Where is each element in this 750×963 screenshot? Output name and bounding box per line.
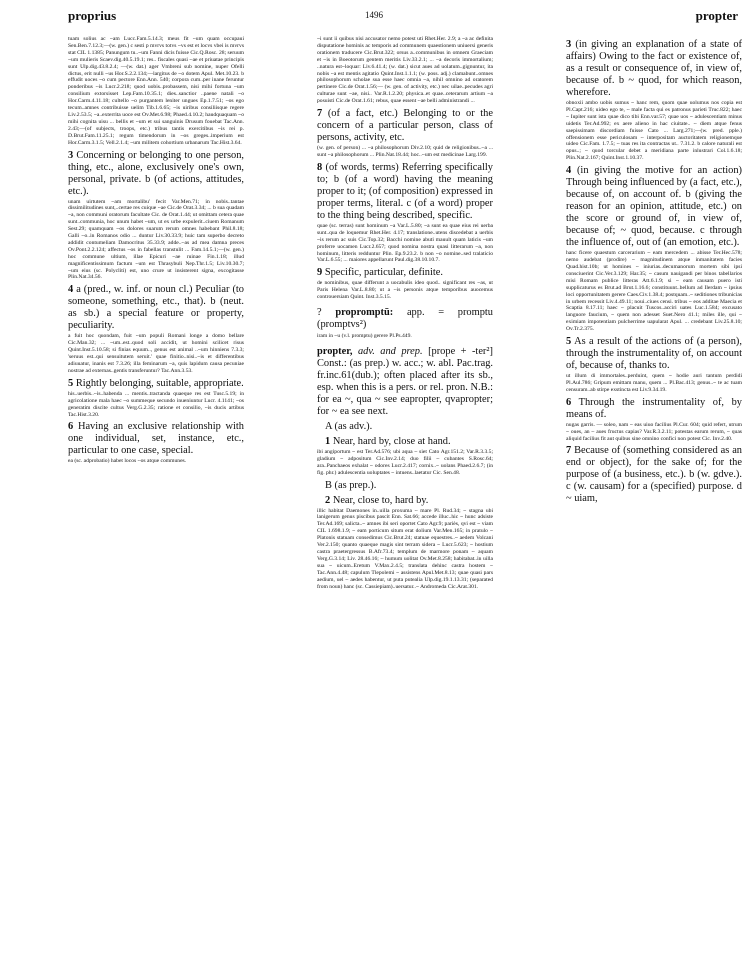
sense-number: 2	[325, 494, 331, 506]
page-header	[0, 8, 750, 32]
sense-definition: (of words, terms) Referring specifically to; b (of a word) having the meaning proper to it; (of composition) expressed in proper terms, literal. c (of a word) proper to the thing being described, specific.	[317, 161, 493, 221]
citations-block: obnoxii ambo uobis sumus ~ hanc rem, quom quae uolumus nos copia est Pl.Capt.216; uideo ego te, ~ male facta qui es patronus parieti Truc.822; haec ~ Iupiter sunt ista quae dico tibi Enn.var.57; quae uos ~ adulescentiam minus uidetis Ter.Ad.992; ex aere alieno in hac ciuitate.. ~ diem atque fenus saepissimam discordiam fuisse Cato ... Larg.271;—(w. pred. pple.) offensionem esse periculosam ~ interpositam auctoritatem religionemque uideo Cic.Fam. 1.7.5; ~ tuas res ita contractas ut.. 7.31.2. b calore naturali est opus..; ~ quod torcular debet a meridiana parte inlustrari Col.1.6.18; Plin.Nat.2.167; Quint.Inst.1.10.37.	[566, 100, 742, 162]
sense-6	[68, 421, 244, 457]
sense-number: 5	[68, 377, 74, 389]
sense-definition: Having an exclusive relationship with one individual, set, instance, etc., particular to one case, special.	[68, 421, 244, 457]
citations-block: hanc ficere quaestum carcerarium ~ eam mercedem ... abisse Ter.Hec.578; nemo audebat (prodire) ~ magnitudinem atque inmanitatem facies Quad.hist.10b; ut homines ~ iniurias..decumanorum mortem sibi ipsi consciuerint Cic.Ver.3.129; Har.35; ~ casum nauigandi per binos tabellarios misi Romam publice litteras Att.6.1.9; si ~ eam causam puero isti supplicaturus es Brut.ad Brut.1.16.6; constituunt..bellum ad Ilerdam ~ ipsius loci opportunitatem gerere Caes.Civ.1.38.4; postquam..~ seditiones tribunicias in urbem recessit Liv.4.49.11; noui..ciues censi. tribus ~ eos additae Maecia et Scaptia 8.17.11; haec ~ placuit Tuscos..acciri uates Luc.1.584; excusato languore faucium, ~ quem non adesset Suet.Nero 41.1; miles ille, qui ~ eximiam impotentiam pulcherrime uapularat Apul. ... credebant Liv.25.8.10; Ov.Tr.2.375.	[566, 250, 742, 333]
page-number: 1496	[365, 10, 383, 20]
citations-block: de nominibus, quae differunt a uocabulis ideo quod.. significant res ~as, ut Paris Helena Var.L.8.80; ut a ~is personis atque temporibus auocemus controuersiam Quint. Inst.3.5.15.	[317, 280, 493, 301]
construction-note: Const.: (as prep.) w. acc.; w. abl. Pac.trag. fr.inc.61(dub.); often placed after its sb., esp. when this is a pers. or rel. pron. N.B.: for ea ~, qua ~ see eapropter, qvapropter; for ~ ea see next.	[317, 357, 493, 417]
entry-definition: app. = promptu (promptvs²)	[317, 307, 493, 331]
citations-block: ibi angiportum ~ est Ter.Ad.576; ubi aqua ~ siet Cato Agr.151.2; Var.R.3.3.5; gladium ~ adpositum Cic.Inv.2.14; duo filii ~ cubantes S.Rosc.64; ara..Panchaeos exhalat ~ odores Lucr.2.417; cornix..~ uolans Phaed.2.6.7; (in fig. phr.) adulescentia uoluptates ~ intuens..laetatur Cic. Sen.48.	[317, 448, 493, 476]
entry-propter	[317, 346, 493, 418]
column-2	[317, 36, 493, 590]
column-1	[68, 36, 244, 465]
sense-number: 3	[566, 39, 572, 50]
entry-lemma: propromptū:	[335, 307, 394, 319]
etymology: [prope + -ter²]	[428, 345, 493, 357]
sense-number: 6	[566, 396, 572, 408]
sense-number: 9	[317, 267, 323, 279]
citations-block: (w. gen. of person) ... ~a philosophorum Div.2.10; quid de religionibus..~a ... sunt ~a philosophorum ... Plin.Nat.18.44; hoc..~um est medicinae Larg.199.	[317, 145, 493, 158]
citations-block: illic habitat Daemones in..uilla proxuma ~ mare Pl. Rud.34; ~ stagna ubi lanigerum genus piscibus pascit Enn. Sat.66; accede illuc..hic ~ hunc adsiste Ter.Ad.169; salicta..~ amnes ibi seri oportet Cato Agr.9; pariès, qvi est ~ viam CIL 1.698.1.9; ~ eam porticum situm erat dolium Var.Men.165; in pratulo ~ Platonis statuam consedimus Cic.Brut.24; statuae equestres..~ aedem Volcani Ver.2.150; quanto quaeque magis sint terram sidera ~ Lucr.5.623; ~ hostium castra praetergressus B.Afr.73.4; templum de marmore ponam ~ aquam Verg.G.3.14; Liv. 28.46.16; ~ humum uolitat Ov.Met.8.258; habitabat..in uilla sua ~ uicum..Eretum V.Max.2.4.5; translata dehinc castra hostem ~ Tac.Ann.4.48; capulum Tlepolemi ~ assistens Apul.Met.8.13; quae quasi pars aedium, uel ~ aedes habentur, ut puta putealia Ulp.dig.19.1.13.31; (separated from noun) hanc (sc. Cassiepiam)..uersatur..~ Andromeda Cic.Arat.301.	[317, 507, 493, 590]
sense-definition: (of a fact, etc.) Belonging to or the concern of a particular person, class of persons, activity, etc.	[317, 108, 493, 144]
sense-number: 5	[566, 336, 572, 348]
citations-block: iram in ~u (v.l. promptu) gerere Pl.Ps.449.	[317, 333, 412, 340]
section-label-b: B (as prep.).	[325, 479, 377, 491]
sense-definition: Near, close to, hard by.	[332, 494, 429, 506]
column-3	[566, 36, 742, 506]
sense-6	[566, 397, 742, 421]
sense-definition: Near, hard by, close at hand.	[332, 435, 451, 447]
sense-definition: Through the instrumentality of, by means of.	[566, 396, 742, 420]
left-running-headword: proprius	[68, 8, 117, 23]
sense-2	[325, 495, 493, 507]
sense-definition: Because of (something considered as an end or object), for the sake of; for the purpose of (a business, etc.). b (w. gdve.). c (w. causam) for a (specified) purpose. d ~ uiam,	[566, 445, 742, 505]
sense-1	[325, 436, 493, 448]
right-running-headword: propter	[695, 8, 738, 23]
sense-number: 4	[68, 284, 74, 296]
sense-3	[68, 150, 244, 198]
sense-number: 1	[325, 435, 331, 447]
sense-9	[317, 267, 493, 279]
citations-block: his..uerbis..~is..habenda ... mentis..tractanda quaeque res est Tusc.5.19; in agricolatione mala haec ~o summeque secundo inueniuntur Lucr. 4.1141; ~os generatim discite cultus Verg.G.2.35; ratione et consilio, ~is ducis artibus Tac.Hist.3.20.	[68, 390, 244, 418]
citations-block: nugas garris. — soleo, nam ~ eas uiuo facilius Pl.Cur. 604; quid refert, utrum ~ oues, an ~ aues fructus capias? Var.R.3.2.11; potestas earum rerum, ~ quas aliquid facilius fit aut quibus sine omnino confici non potest Cic. Inv.2.40.	[566, 421, 742, 442]
sense-7	[566, 445, 742, 505]
sense-definition: a (pred., w. inf. or noun cl.) Peculiar (to someone, something, etc., that). b (neut. as sb.) a special feature or property, peculiarity.	[68, 284, 244, 332]
citations-block: unam uirtutem ~am mortalibu' fecit Var.Men.71; in nobis..tantae dissimilitudines sunt,..certae res cuique ~ae Cic.de Orat.3.34; ... b sua quadam ~a, non communi oratorum facultate Cic. de Orat.1.44; ut omittam cetera quae sunt..communia, hoc unum habet ~um, ut ex urbe expulerit..ciuem Romanum Sest.29; quamquam ~os dolores suarum rerum omnes habebant Phil.8.18; Galli ~o..in Romanos odio ... duntur Liv.30.33.9; huic tam superbo decreto addidit contumeliam Damocritus 35.33.9; adde..~as ad mea damna preces Ov.Pont.2.2.124; affectus ~os in fabellas transtulit ... Fam.14.5.1;—(w. gen.) hoc commune ultium, illae Epicuri ~ae ruinae Fin.1.18; illud magnificentissimum factum ~um est Thrasybuli Nep.Thr.1.5; Liv.10.30.7; ~um eius (sc. Polycliti) est, uno crure ut insisterent signa, excogitasse Plin.Nat.34.56.	[68, 198, 244, 281]
citations-block: quae (sc. terras) sunt hominum ~a Var.L.5.80; ~a sunt ea quae eius rei uerba sunt..qua de loquemur Rhet.Her. 4.17; translatione..utens discedebat a uerbis ~is rerum ac suis Cic.Top.32; Bacchi nomine abuti mauult quam laticis ~um proferre uocamen Lucr.2.657; quod nomina nostra quasi litterarum ~a, non hominum, litteris redduntur Plin. Ep.9.23.2. b non ~o nomine..sed tralaticio Var.L.6.55; ... maiores appellarunt Paul.dig.38.10.10.7.	[317, 222, 493, 264]
citations-block: ea (sc. adprobatio) habet locos ~os atque communes.	[68, 458, 187, 465]
sense-7	[317, 108, 493, 144]
sense-number: 4	[566, 165, 572, 177]
citations-block: tuam solius ac ~am Lucc.Fam.5.14.3; meus fit ~um quam occupaui Sen.Ben.7.12.3;—(w. gen.) c sesti p mvrvs totvs ~vs est et locvs vbei is mvrvs stat CIL 1.1385; Panungum tu..~um Fanni dicis fuisse Cic.Q.Rosc. 28; seruum ~um mulieris Scaev.dig.40.5.19.1; res.. fiscales quasi ~ae et priuatae principis sunt Ulp.dig.43.8.2.4; —(w. dat.) ager Vmbreni sub nomine, nuper Ofelli dictus, erit nulli ~us Hor.S.2.2.134;—largitus de ~o dotem Apul. Met.10.23. b effudit uoces ~o cum pectore Enn.Ann. 540; corpora cum..per inane feruntur ponderibus ~is Lucr.2.218; quod uobis..probassem, nisi mihi fortuna ~um consilium extorsisset Lep.Fam.10.35.1; dies..sanctior ..paene natali ~o Hor.Carm.4.11.18; cultello ~o purgantem leniter ungues Ep.1.7.51; ~os ego tecum..amnes contribuisse uelim Tib.1.6.65; ~is uiribus consiliisque regere Liv.2.53.5; ~a..exterrita uoce est Ov.Met.6.98; Phaed.4.10.2; haudquaquam ~o mihi cognita uisu ... bellis et ~um et sui sanguinis Drusum fouebat Tac.Ann. 2.43;—(of subjects, troops, etc.) tribus tantis exercitibus ~is rei p. D.Brut.Fam.11.25.1; regum timendorum in ~os greges..imperium est Hor.Carm.3.1.5; Vell.2.1.4; ~um militem cohortium urbanarum Tac.Hist.3.64.	[68, 36, 244, 146]
sense-8	[317, 162, 493, 222]
sense-4	[566, 165, 742, 249]
sense-5	[68, 378, 244, 390]
sense-definition: (in giving the motive for an action) Through being influenced by (a fact, etc.), because of, on account of. b (giving the reason for an opinion, attitude, etc.) on the score or ground of, in view of, because of; ~ quod, because. c through the influence of, out of (an emotion, etc.).	[566, 165, 742, 249]
sense-number: 7	[317, 108, 323, 120]
sense-definition: Concerning or belonging to one person, thing, etc., alone, exclusively one's own, personal, private. b (of actions, attitudes, etc.).	[68, 149, 244, 197]
sense-number: 7	[566, 445, 572, 457]
entry-lemma: propter,	[317, 345, 353, 357]
sense-number: 6	[68, 421, 74, 433]
sense-number: 3	[68, 149, 74, 161]
section-label-a: A (as adv.).	[325, 420, 373, 432]
sense-definition: Specific, particular, definite.	[324, 267, 443, 279]
citations-block: a fuit hoc quondam, fuit ~um populi Romani longe a domo bellare Cic.Man.32; ... ~um..est..quod soli accidit, ut homini scilicet risus Quint.Inst.5.10.58; si finias equum.., genus est animal ..~um hinniens 7.3.3; 'seruus est..qui sensuitutem seruit.' quae finitio..nisi..~is et differentibus adiuuatur, inanis est 7.3.26; illa feminarum ~a, quis lapidum causa pecuniae nostrae ad externas..gentis transferuntur? Tac.Ann.3.53.	[68, 333, 244, 374]
part-of-speech: adv. and prep.	[357, 345, 423, 357]
sense-number: 8	[317, 161, 323, 173]
sense-4	[68, 284, 244, 332]
sense-definition: As a result of the actions of (a person), through the instrumentality of, on account of, because of, thanks to.	[566, 336, 742, 372]
sense-definition: (in giving an explanation of a state of affairs) Owing to the fact or existence of, as a result or consequence of, in view of, because of. b ~ quod, for which reason, wherefore.	[566, 39, 742, 98]
sense-3	[566, 39, 742, 99]
entry-proprompt	[317, 307, 493, 331]
citations-block: ut illum di immortales..perduint, quem ~ hodie auri tantum perdidi Pl.Aul.786; Gripum emittam manu, quem ... Pl.Bac.413; genus..~ te ac tuam censuram..ab stirpe exstincta est Liv.9.34.19.	[566, 373, 742, 393]
sense-definition: Rightly belonging, suitable, appropriate.	[75, 377, 244, 389]
citations-block: ~i sunt ii quibus nisi accusator nemo potest uti Rhet.Her. 2.9; a ~a ac definita disputatione hominis ac temporis ad communem quaestionem uniuersi generis orationem traducere Cic.Brut.322; orsus a..communibus in omnem Graeciam et ~is in Boeotorum gentem meritis Liv.33.2.1; ... ~a decoris immortalium; ..natura est~loquar: Liv.6.41.4; (w. dat.) sicut aues ad uolatum..gignuntur, ita nobis ~a est mentis agitatio Quint.Inst.1.1.1; (w. poss. adj.) clamabunt..omnes philosophorum scholae sua esse haec omnia ~a, nihil omnino ad oratorem pertinere Cic.de Orat.1.56;— (w. gen. of activity, etc.) nec uilae..pecudes agri culturae sunt ~ae, nisi.. Var.R.1.2.20; physica..et quae..ceterarum artium ~a posuisti Cic.de Orat.1.61; rebus, quae essent ~ae belli administrandi ...	[317, 36, 493, 105]
doubtful-marker: ?	[317, 307, 322, 319]
sense-5	[566, 336, 742, 372]
